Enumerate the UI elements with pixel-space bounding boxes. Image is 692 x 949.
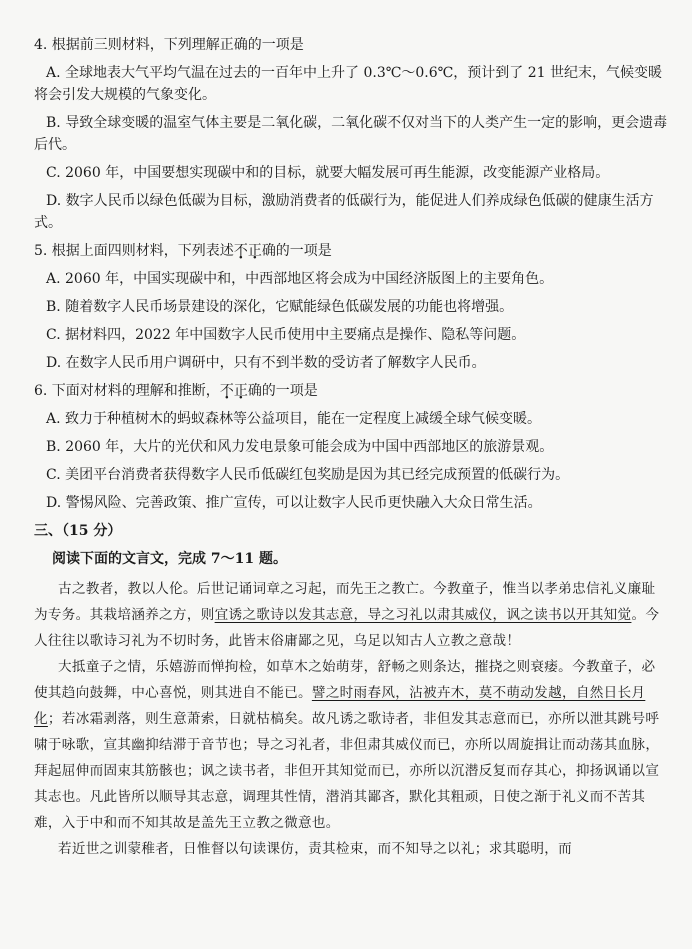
passage-paragraph-3: 若近世之训蒙稚者，日惟督以句读课仿，责其检束，而不知导之以礼；求其聪明，而 bbox=[58, 841, 573, 857]
question-4 bbox=[34, 34, 668, 234]
question-5-option-c: C. 据材料四，2022 年中国数字人民币使用中主要痛点是操作、隐私等问题。 bbox=[46, 327, 526, 343]
emphasis-dot-char: 不 bbox=[233, 243, 248, 259]
emphasis-dot-char: 正 bbox=[247, 243, 262, 259]
section-3-instruction: 阅读下面的文言文，完成 7～11 题。 bbox=[52, 551, 287, 567]
question-5-option-a: A. 2060 年，中国实现碳中和，中西部地区将会成为中国经济版图上的主要角色。 bbox=[46, 271, 554, 287]
question-4-stem: 4. 根据前三则材料，下列理解正确的一项是 bbox=[34, 37, 304, 53]
question-4-option-c: C. 2060 年，中国要想实现碳中和的目标，就要大幅发展可再生能源，改变能源产业格局。 bbox=[46, 165, 610, 181]
passage-text: 古之教者，教以人伦。后世记诵词章之习起，而先王之教亡。今教童子，惟当以孝弟忠信礼义廉耻为专务。其栽培涵养之方，则 bbox=[34, 581, 656, 623]
question-6-option-d: D. 警惕风险、完善政策、推广宣传，可以让数字人民币更快融入大众日常生活。 bbox=[46, 495, 542, 511]
question-6-stem-text: 6. 下面对材料的理解和推断， bbox=[34, 383, 220, 399]
question-6-stem bbox=[34, 380, 668, 402]
passage-text: 。今人往往以歌诗习礼为不切时务，此皆末俗庸鄙之见，乌足以知古人立教之意哉！ bbox=[34, 607, 660, 649]
question-6-stem-tail: 确的一项是 bbox=[247, 383, 318, 399]
question-5-stem bbox=[34, 240, 668, 262]
question-4-option-b: B. 导致全球变暖的温室气体主要是二氧化碳，二氧化碳不仅对当下的人类产生一定的影响，更会遗毒后代。 bbox=[34, 115, 668, 153]
underlined-sentence: 宜诱之歌诗以发其志意，导之习礼以肃其威仪，讽之读书以开其知觉 bbox=[214, 607, 632, 623]
question-5-option-b: B. 随着数字人民币场景建设的深化，它赋能绿色低碳发展的功能也将增强。 bbox=[46, 299, 514, 315]
question-6-option-a: A. 致力于种植树木的蚂蚁森林等公益项目，能在一定程度上减缓全球气候变暖。 bbox=[46, 411, 542, 427]
question-4-option-d: D. 数字人民币以绿色低碳为目标，激励消费者的低碳行为，能促进人们养成绿色低碳的健康生活方式。 bbox=[34, 193, 654, 231]
question-5-stem-text: 5. 根据上面四则材料，下列表述 bbox=[34, 243, 234, 259]
question-5 bbox=[34, 240, 668, 374]
question-6-option-c: C. 美团平台消费者获得数字人民币低碳红包奖励是因为其已经完成预置的低碳行为。 bbox=[46, 467, 570, 483]
passage-paragraph-1 bbox=[34, 576, 668, 654]
classical-passage bbox=[34, 576, 668, 862]
emphasis-dot-char: 不 bbox=[219, 383, 234, 399]
question-6 bbox=[34, 380, 668, 514]
passage-text: ；若冰霜剥落，则生意萧索，日就枯槁矣。故凡诱之歌诗者，非但发其志意而已，亦所以泄其跳号呼啸于咏歌，宣其幽抑结滞于音节也；导之习礼者，非但肃其威仪而已，亦所以周旋揖让而动荡其血脉，拜起屈伸而固束其筋骸也；讽之读书者，非但开其知觉而已，亦所以沉潜反复而存其心，抑扬讽诵以宣其志也。凡此皆所以顺导其志意，调理其性情，潜消其鄙吝，默化其粗顽，日使之渐于礼义而不苦其难，入于中和而不知其故是盖先王立教之微意也。 bbox=[34, 711, 660, 831]
question-5-stem-tail: 确的一项是 bbox=[261, 243, 332, 259]
underlined-sentence: 譬之时雨春风，沾被卉木，莫不萌动发越，自然日长月化 bbox=[34, 685, 646, 727]
question-5-option-d: D. 在数字人民币用户调研中，只有不到半数的受访者了解数字人民币。 bbox=[46, 355, 486, 371]
passage-paragraph-2 bbox=[34, 654, 668, 836]
question-6-option-b: B. 2060 年，大片的光伏和风力发电景象可能会成为中国中西部地区的旅游景观。 bbox=[46, 439, 554, 455]
emphasis-dot-char: 正 bbox=[233, 383, 248, 399]
section-3-title: 三、（15 分） bbox=[34, 523, 122, 539]
question-4-option-a: A. 全球地表大气平均气温在过去的一百年中上升了 0.3℃～0.6℃，预计到了 21 世纪末，气候变暖将会引发大规模的气象变化。 bbox=[34, 65, 663, 103]
passage-text: 大抵童子之情，乐嬉游而惮拘检，如草木之始萌芽，舒畅之则条达，摧挠之则衰痿。今教童子，必使其趋向鼓舞，中心喜悦，则其进自不能已。 bbox=[34, 659, 656, 701]
